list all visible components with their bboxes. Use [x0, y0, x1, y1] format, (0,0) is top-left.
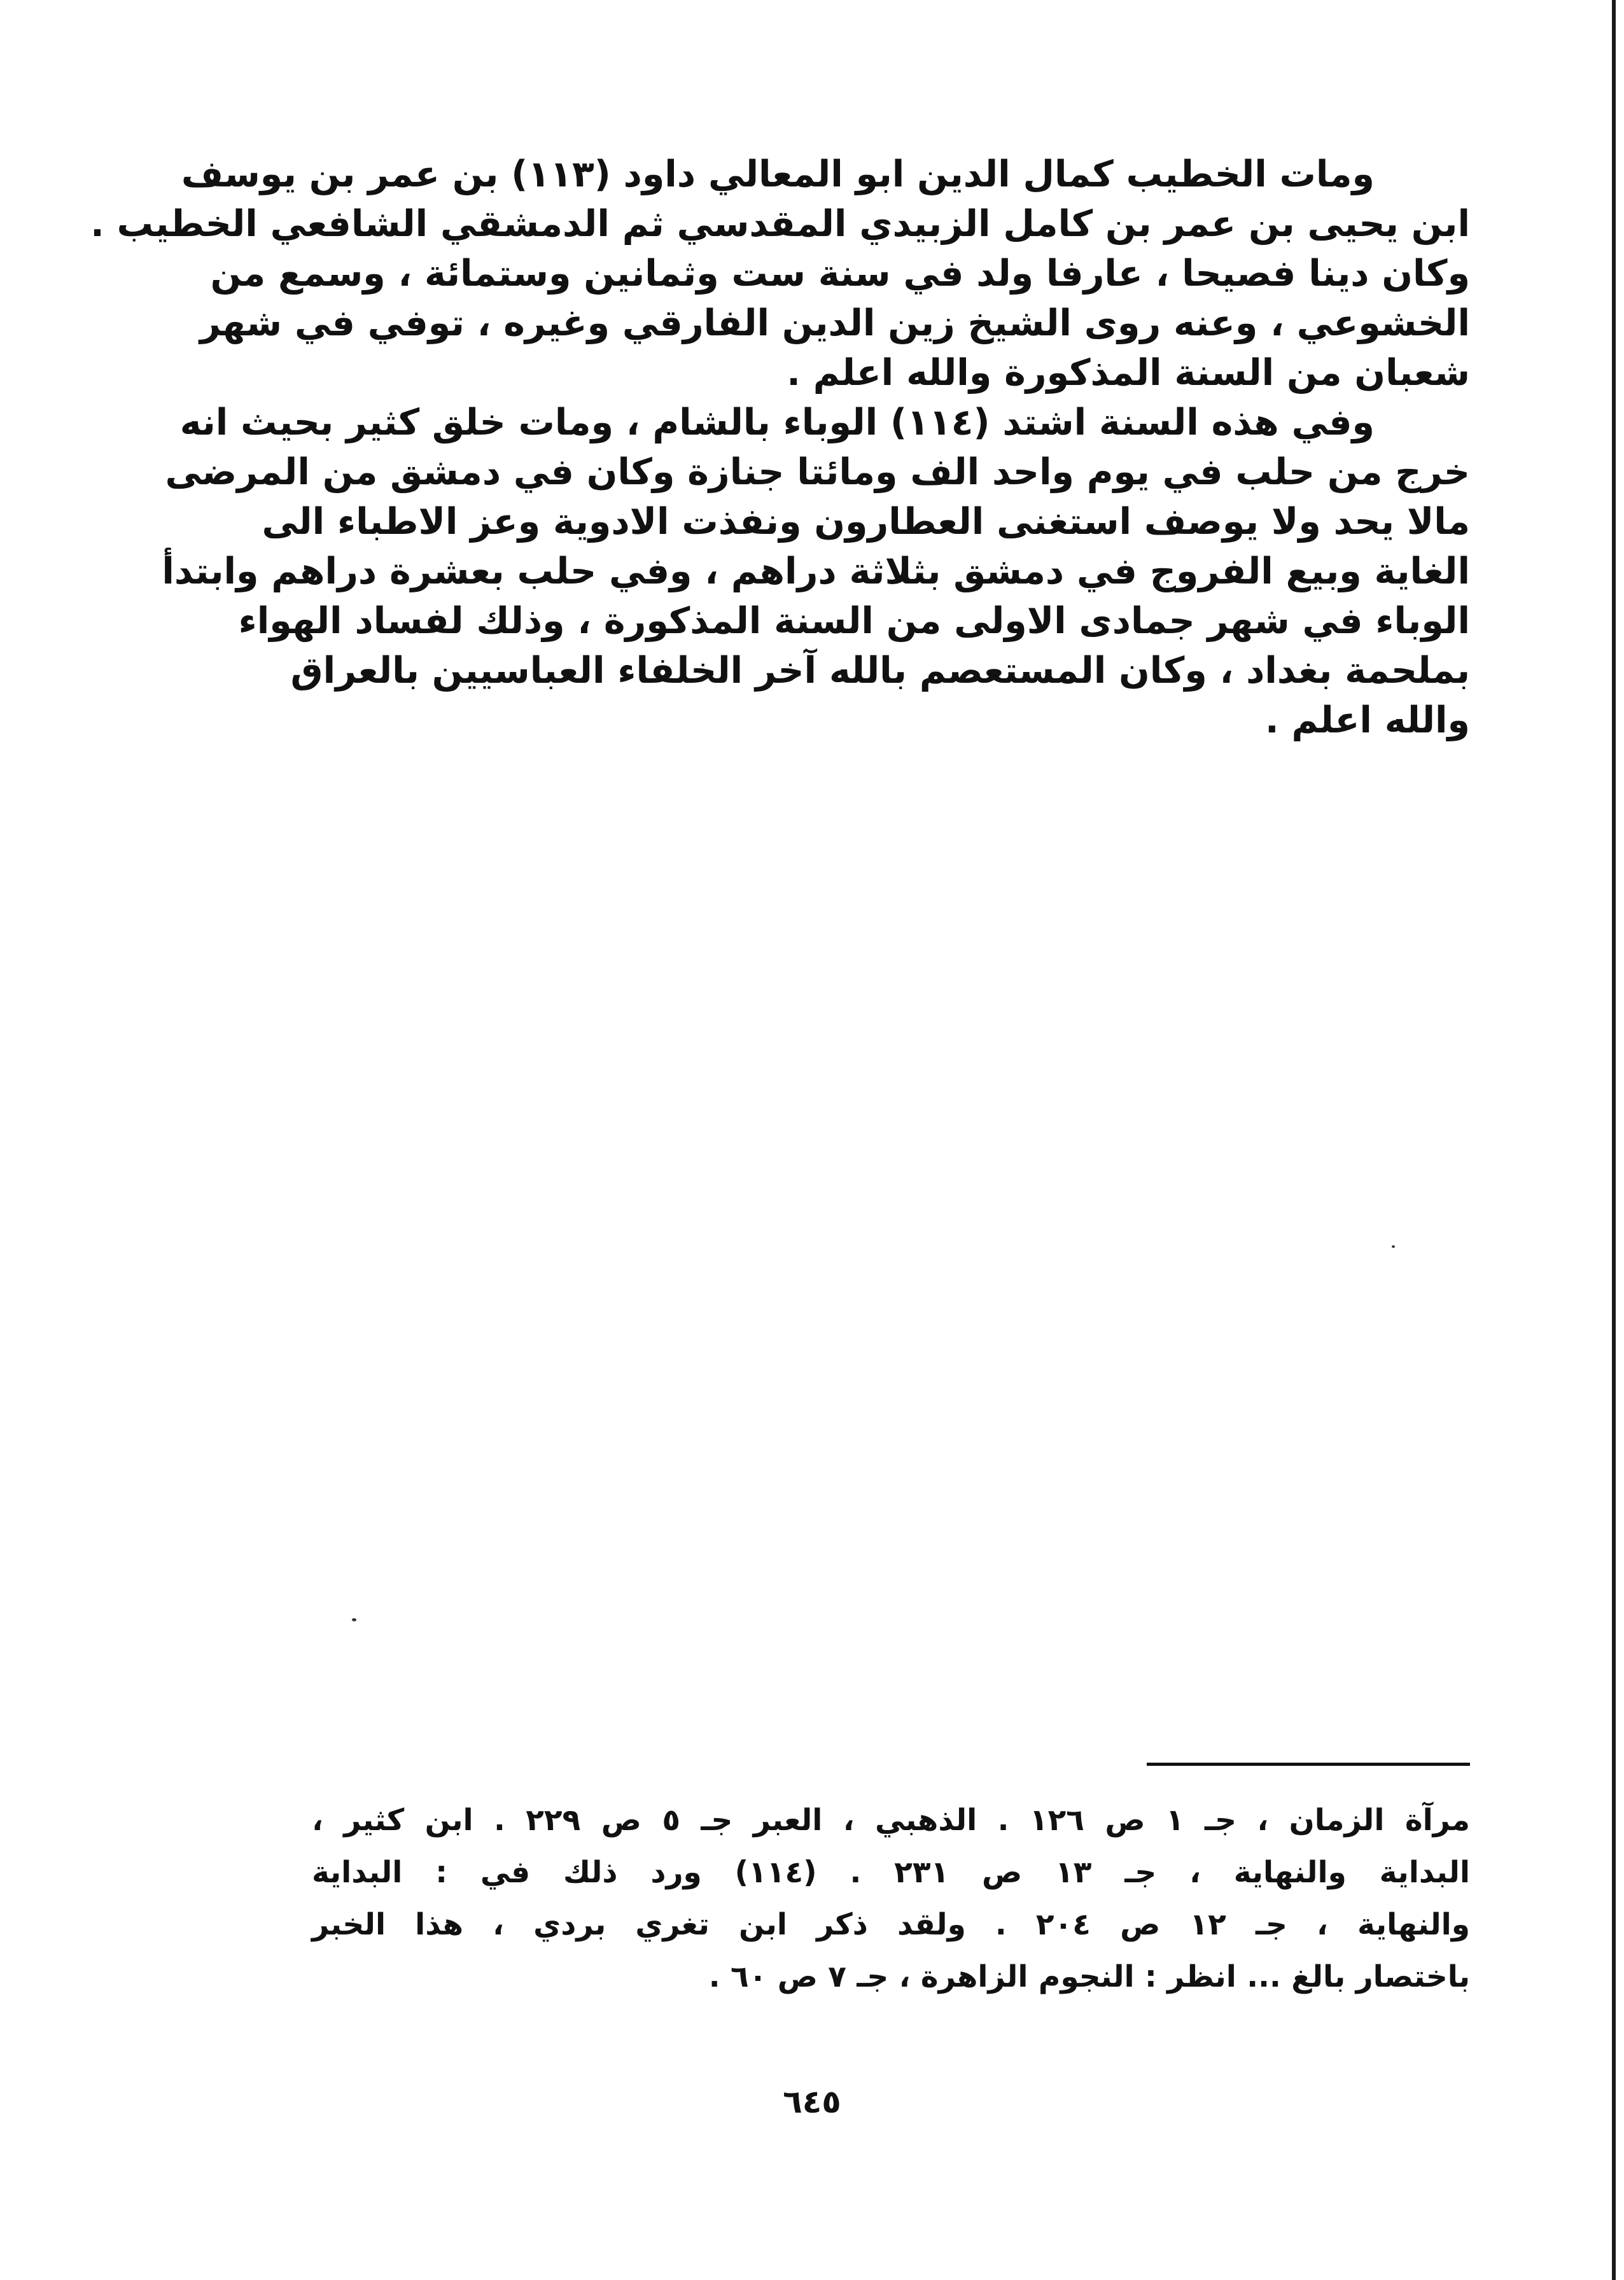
footnote-line: البداية والنهاية ، جـ ١٣ ص ٢٣١ . (١١٤) ورد ذلك في : البداية — [312, 1855, 1470, 1890]
text-line: الغاية وبيع الفروج في دمشق بثلاثة دراهم ، وفي حلب بعشرة دراهم وابتدأ — [162, 550, 1470, 592]
paragraph — [90, 150, 1470, 398]
text-line: والله اعلم . — [1265, 699, 1470, 741]
text-line: وكان دينا فصيحا ، عارفا ولد في سنة ست وثمانين وستمائة ، وسمع من — [210, 253, 1470, 295]
footnote-line: والنهاية ، جـ ١٢ ص ٢٠٤ . ولقد ذكر ابن تغري بردي ، هذا الخبر — [312, 1907, 1471, 1942]
text-line: مالا يحد ولا يوصف استغنى العطارون ونفذت الادوية وعز الاطباء الى — [262, 501, 1470, 543]
scan-speck — [1392, 1245, 1395, 1248]
text-line: وفي هذه السنة اشتد (١١٤) الوباء بالشام ، ومات خلق كثير بحيث انه — [179, 402, 1375, 444]
text-line: الوباء في شهر جمادى الاولى من السنة المذكورة ، وذلك لفساد الهواء — [238, 600, 1470, 642]
footnote-line: مرآة الزمان ، جـ ١ ص ١٢٦ . الذهبي ، العبر جـ ٥ ص ٢٢٩ . ابن كثير ، — [312, 1803, 1471, 1838]
text-line: الخشوعي ، وعنه روى الشيخ زين الدين الفارقي وغيره ، توفي في شهر — [199, 302, 1470, 344]
text-line: خرج من حلب في يوم واحد الف ومائتا جنازة وكان في دمشق من المرضى — [165, 451, 1470, 493]
footnote-separator — [1147, 1763, 1470, 1766]
text-line: شعبان من السنة المذكورة والله اعلم . — [787, 352, 1470, 394]
paragraph — [162, 398, 1470, 745]
footnotes — [312, 1794, 1470, 2003]
text-line: بملحمة بغداد ، وكان المستعصم بالله آخر الخلفاء العباسيين بالعراق — [290, 650, 1470, 692]
text-line: ومات الخطيب كمال الدين ابو المعالي داود (١١٣) بن عمر بن يوسف — [181, 153, 1375, 195]
scan-speck — [352, 1618, 356, 1621]
page-edge-border — [1612, 0, 1616, 2280]
text-line: ابن يحيى بن عمر بن كامل الزبيدي المقدسي ثم الدمشقي الشافعي الخطيب . — [90, 203, 1470, 245]
footnote-line: باختصار بالغ ... انظر : النجوم الزاهرة ، جـ ٧ ص ٦٠ . — [708, 1959, 1470, 1994]
page-number: ٦٤٥ — [783, 2083, 841, 2120]
main-text — [90, 150, 1470, 745]
